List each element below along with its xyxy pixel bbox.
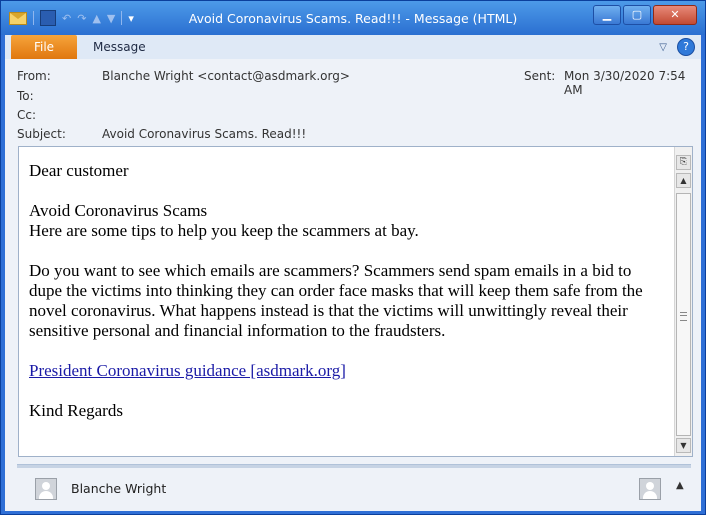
- scroll-thumb[interactable]: [676, 193, 691, 436]
- title-bar: [1, 1, 705, 35]
- sent-label: Sent:: [524, 69, 556, 83]
- ribbon-controls: [659, 38, 695, 56]
- next-item-icon[interactable]: ▼: [106, 11, 116, 25]
- window-title: Avoid Coronavirus Scams. Read!!! - Message (HTML): [188, 11, 518, 26]
- subject-value: Avoid Coronavirus Scams. Read!!!: [102, 127, 307, 141]
- scroll-up-button[interactable]: ▲: [676, 173, 691, 188]
- redo-icon[interactable]: ↷: [77, 11, 87, 25]
- undo-icon[interactable]: ↶: [62, 11, 72, 25]
- body-heading: Avoid Coronavirus Scams: [29, 201, 208, 220]
- subject-label: Subject:: [17, 127, 66, 141]
- expand-ribbon-icon[interactable]: ▽: [659, 41, 667, 53]
- people-pane-splitter[interactable]: [17, 464, 691, 468]
- ribbon-tabs: [5, 35, 701, 60]
- vertical-scrollbar[interactable]: [674, 147, 692, 456]
- people-pane: [5, 470, 701, 511]
- greeting: Dear customer: [29, 161, 129, 180]
- tab-message[interactable]: Message: [93, 40, 146, 54]
- window-controls: [593, 5, 697, 25]
- body-intro: Here are some tips to help you keep the scammers at bay.: [29, 221, 419, 240]
- avatar-icon[interactable]: [35, 478, 57, 500]
- maximize-button[interactable]: ▢: [623, 5, 651, 25]
- split-icon[interactable]: ⎘: [676, 155, 691, 170]
- message-text: [29, 161, 661, 441]
- minimize-button[interactable]: ▁: [593, 5, 621, 25]
- from-label: From:: [17, 69, 51, 83]
- customize-toolbar-icon[interactable]: ▾: [128, 11, 134, 25]
- help-icon[interactable]: ?: [677, 38, 695, 56]
- to-label: To:: [17, 89, 34, 103]
- previous-item-icon[interactable]: ▲: [92, 11, 101, 25]
- guidance-link[interactable]: President Coronavirus guidance [asdmark.org]: [29, 361, 346, 380]
- body-paragraph: Do you want to see which emails are scammers? Scammers send spam emails in a bid to dupe the victims into thinking they can order face masks that will keep them safe from the novel coronavirus. What happens instead is that the victims will unwittingly reveal their sensitive personal and financial information to the fraudsters.: [29, 261, 643, 340]
- message-frame: [5, 59, 701, 511]
- chevron-up-icon[interactable]: ▲: [676, 480, 684, 491]
- from-value[interactable]: Blanche Wright <contact@asdmark.org>: [102, 69, 350, 83]
- close-button[interactable]: ✕: [653, 5, 697, 25]
- tab-file[interactable]: File: [11, 35, 77, 59]
- sent-value: Mon 3/30/2020 7:54 AM: [564, 69, 686, 97]
- people-pane-name[interactable]: Blanche Wright: [71, 481, 167, 496]
- grip-icon: [680, 312, 687, 321]
- closing: Kind Regards: [29, 401, 123, 420]
- scroll-down-button[interactable]: ▼: [676, 438, 691, 453]
- cc-label: Cc:: [17, 108, 37, 122]
- avatar-icon[interactable]: [639, 478, 661, 500]
- message-body: [18, 146, 693, 457]
